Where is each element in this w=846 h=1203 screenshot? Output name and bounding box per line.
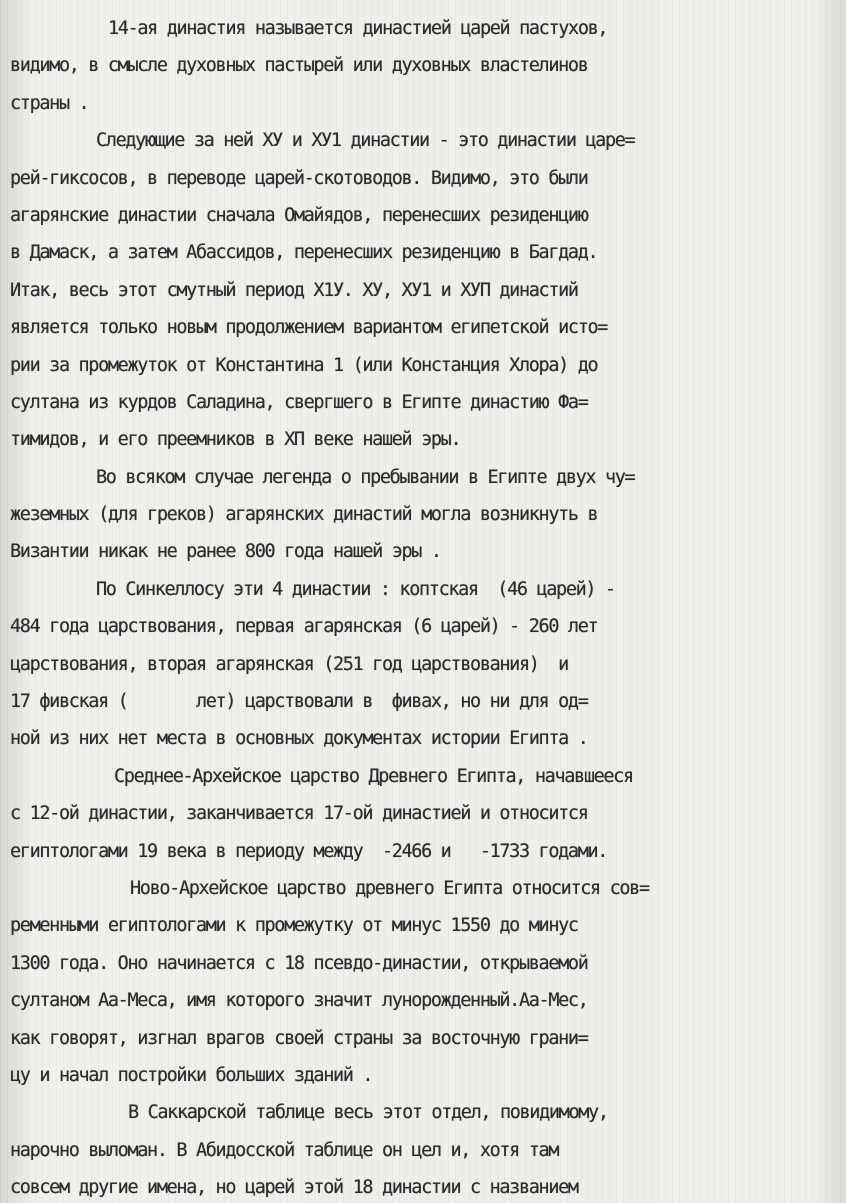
text-line: Итак, весь этот смутный период Х1У. ХУ, ХУ1 и ХУП династий — [10, 279, 578, 301]
text-line: египтологами 19 века в периоду между -2466 и -1733 годами. — [10, 840, 608, 862]
text-line: как говорят, изгнал врагов своей страны за восточную грани= — [10, 1027, 588, 1049]
text-line: Ново-Архейское царство древнего Египта относится сов= — [130, 877, 649, 899]
text-line: страны . — [10, 92, 89, 114]
text-line: султаном Аа-Меса, имя которого значит лунорожденный.Аа-Мес, — [10, 990, 588, 1012]
text-line: рей-гиксосов, в переводе царей-скотоводов. Видимо, это были — [10, 167, 588, 189]
text-line: Среднее-Архейское царство Древнего Египта, начавшееся — [114, 765, 633, 787]
text-line: царствования, вторая агарянская (251 год царствования) и — [10, 653, 568, 675]
text-line: является только новым продолжением вариантом египетской исто= — [10, 317, 608, 339]
text-line: цу и начал постройки больших зданий . — [10, 1064, 373, 1086]
text-line: агарянские династии сначала Омайядов, перенесших резиденцию — [10, 204, 588, 226]
text-line: Византии никак не ранее 800 года нашей эры . — [10, 541, 441, 563]
text-line: рии за промежуток от Константина 1 (или Констанция Хлора) до — [10, 354, 598, 376]
text-line: По Синкеллосу эти 4 династии : коптская (46 царей) - — [96, 578, 615, 600]
typewritten-text — [10, 10, 842, 1203]
text-line: ременными египтологами к промежутку от минус 1550 до минус — [10, 915, 578, 937]
text-line: жеземных (для греков) агарянских династий могла возникнуть в — [10, 504, 598, 526]
text-line: в Дамаск, а затем Абассидов, перенесших резиденцию в Багдад. — [10, 242, 598, 264]
text-line: видимо, в смысле духовных пастырей или духовных властелинов — [10, 55, 588, 77]
text-line: 14-ая династия называется династией царей пастухов, — [108, 18, 608, 39]
text-line: тимидов, и его преемников в ХП веке нашей эры. — [10, 429, 461, 451]
text-line: с 12-ой династии, заканчивается 17-ой династией и относится — [10, 803, 588, 825]
text-line: ной из них нет места в основных документах истории Египта . — [10, 728, 588, 750]
text-line: Во всяком случае легенда о пребывании в Египте двух чу= — [96, 466, 635, 488]
text-line: нарочно выломан. В Абидосской таблице он цел и, хотя там — [10, 1139, 559, 1161]
text-line: В Саккарской таблице весь этот отдел, повидимому, — [128, 1102, 608, 1124]
text-line: 484 года царствования, первая агарянская (6 царей) - 260 лет — [10, 616, 598, 638]
text-line: султана из курдов Саладина, свергшего в Египте династию Фа= — [10, 391, 588, 413]
text-line: 17 фивская ( лет) царствовали в фивах, но ни для од= — [10, 691, 588, 713]
text-line: совсем другие имена, но царей этой 18 династии с названием — [10, 1177, 578, 1199]
text-line: 1300 года. Оно начинается с 18 псевдо-династии, открываемой — [10, 952, 588, 974]
text-line: Следующие за ней ХУ и ХУ1 династии - это династии царе= — [96, 130, 635, 152]
